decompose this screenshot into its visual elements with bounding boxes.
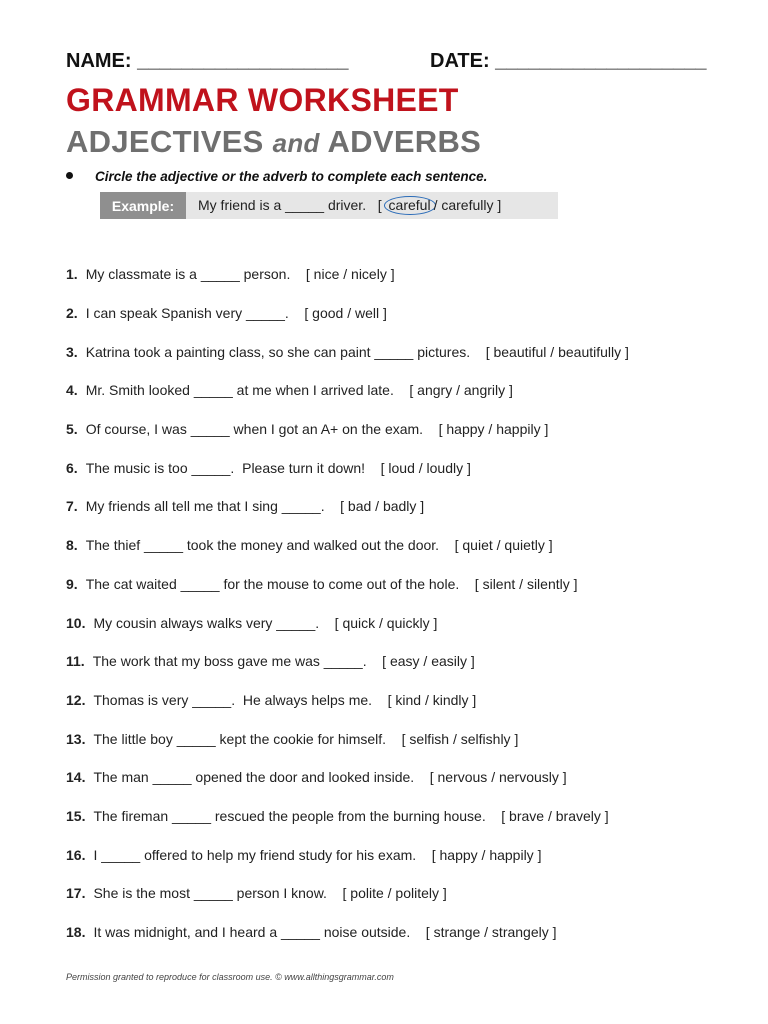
question-text: It was midnight, and I heard a _____ noise outside. [ strange / strangely ] xyxy=(93,924,557,941)
question-text: My classmate is a _____ person. [ nice / nicely ] xyxy=(85,266,395,283)
question-number: 2. xyxy=(66,305,78,322)
question-number: 11. xyxy=(66,653,85,670)
question-text: My cousin always walks very _____. [ quick / quickly ] xyxy=(93,614,438,631)
question-number: 18. xyxy=(66,924,86,941)
example-sentence-text: My friend is a _____ driver. [ xyxy=(198,197,386,213)
name-field-label: NAME: ___________________ xyxy=(66,50,349,72)
instruction xyxy=(66,169,487,184)
question-item xyxy=(66,642,728,681)
question-number: 4. xyxy=(66,382,78,399)
subtitle-part-adjectives: ADJECTIVES xyxy=(66,124,273,159)
question-number: 1. xyxy=(66,266,78,283)
example-rest: / carefully ] xyxy=(433,197,502,213)
question-text: Thomas is very _____. He always helps me. [ kind / kindly ] xyxy=(93,691,477,708)
question-number: 10. xyxy=(66,614,86,631)
question-item xyxy=(66,410,728,449)
question-item xyxy=(66,835,728,874)
question-text: The work that my boss gave me was _____. [ easy / easily ] xyxy=(92,653,475,670)
question-number: 7. xyxy=(66,498,78,515)
question-number: 6. xyxy=(66,459,78,476)
question-item xyxy=(66,526,728,565)
worksheet-title: GRAMMAR WORKSHEET xyxy=(66,82,459,118)
question-item xyxy=(66,913,728,952)
question-item xyxy=(66,797,728,836)
question-item xyxy=(66,371,728,410)
question-number: 14. xyxy=(66,769,86,786)
question-number: 13. xyxy=(66,730,86,747)
example-circled-answer: careful xyxy=(384,196,436,215)
question-number: 3. xyxy=(66,343,78,360)
question-item xyxy=(66,255,728,294)
question-text: The cat waited _____ for the mouse to come out of the hole. [ silent / silently ] xyxy=(85,575,578,592)
question-number: 12. xyxy=(66,691,86,708)
question-number: 15. xyxy=(66,807,86,824)
question-number: 17. xyxy=(66,885,86,902)
question-text: Katrina took a painting class, so she can paint _____ pictures. [ beautiful / beautifully ] xyxy=(85,343,629,360)
question-number: 5. xyxy=(66,421,78,438)
question-text: The thief _____ took the money and walked out the door. [ quiet / quietly ] xyxy=(85,537,553,554)
question-text: Mr. Smith looked _____ at me when I arrived late. [ angry / angrily ] xyxy=(85,382,513,399)
question-number: 9. xyxy=(66,575,78,592)
question-item xyxy=(66,603,728,642)
question-item xyxy=(66,874,728,913)
question-text: I _____ offered to help my friend study for his exam. [ happy / happily ] xyxy=(93,846,542,863)
question-text: The man _____ opened the door and looked inside. [ nervous / nervously ] xyxy=(93,769,567,786)
question-item xyxy=(66,681,728,720)
date-field-label: DATE: ___________________ xyxy=(430,50,707,72)
question-item xyxy=(66,294,728,333)
example-label: Example: xyxy=(100,192,186,219)
example-sentence xyxy=(198,196,501,215)
instruction-text: Circle the adjective or the adverb to complete each sentence. xyxy=(95,169,488,184)
worksheet-subtitle xyxy=(66,124,481,160)
question-text: The music is too _____. Please turn it down! [ loud / loudly ] xyxy=(85,459,471,476)
question-list xyxy=(66,255,728,951)
question-text: Of course, I was _____ when I got an A+ on the exam. [ happy / happily ] xyxy=(85,421,549,438)
question-text: I can speak Spanish very _____. [ good / well ] xyxy=(85,305,387,322)
question-text: The little boy _____ kept the cookie for himself. [ selfish / selfishly ] xyxy=(93,730,519,747)
subtitle-and: and xyxy=(272,128,320,158)
question-item xyxy=(66,758,728,797)
question-item xyxy=(66,565,728,604)
question-item xyxy=(66,448,728,487)
question-number: 8. xyxy=(66,537,78,554)
example-box xyxy=(100,192,558,219)
subtitle-part-adverbs: ADVERBS xyxy=(319,124,482,159)
question-text: My friends all tell me that I sing _____. [ bad / badly ] xyxy=(85,498,425,515)
question-item xyxy=(66,719,728,758)
footer-permission: Permission granted to reproduce for classroom use. © www.allthingsgrammar.com xyxy=(66,972,394,982)
question-text: The fireman _____ rescued the people from the burning house. [ brave / bravely ] xyxy=(93,807,609,824)
question-number: 16. xyxy=(66,846,86,863)
question-text: She is the most _____ person I know. [ polite / politely ] xyxy=(93,885,447,902)
question-item xyxy=(66,332,728,371)
question-item xyxy=(66,487,728,526)
bullet-icon xyxy=(66,172,73,179)
